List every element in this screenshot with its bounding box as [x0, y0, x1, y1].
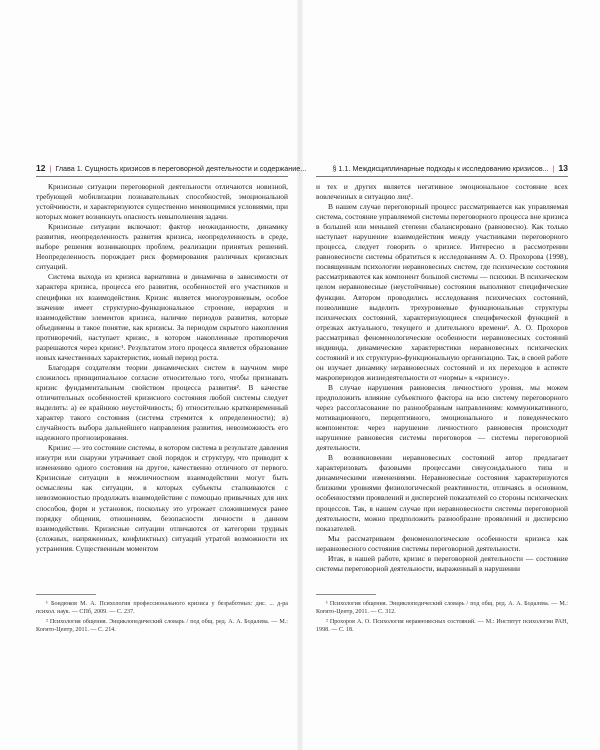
right-footnote: ¹ Психология общения. Энциклопедический словарь / под общ. ред. А. А. Бодалева. — М.: Когито-Центр, 2011. — С. 312. — [316, 601, 568, 616]
right-footnote: ² Прохоров А. О. Психология неравновесных состояний. — М.: Институт психологии РАН, 1998. — С. 18. — [316, 618, 568, 634]
left-footnote: ¹ Бондюков М. А. Психология профессионального кризиса у безработных: дис. ... д-ра психол. наук. — СПб, 2009. — С. 237. — [36, 601, 288, 616]
left-paragraph: Система выхода из кризиса вариативна и динамична в зависимости от характера кризиса, процесса его развития, особенностей его участников и специфики их взаимодействия. Кризис является многоуровневым, особое значение имеет структурно-функциональное строение, иерархия и взаимодействие элементов кризиса, наличие периодов развития, которые объединены в такое понятие, как кризисы. За периодом скрытого накопления противоречий, наступает кризис, в котором накопленные противоречия разрешаются через кризис¹. Результатом этого процесса является образование новых качественных характеристик, новый период роста. — [36, 272, 288, 362]
right-footnotes — [316, 600, 568, 636]
book-gutter — [297, 0, 303, 750]
left-page-body — [36, 182, 288, 554]
right-paragraph: Итак, в нашей работе, кризис в переговорной деятельности — состояние системы переговорной деятельности, выраженный в нарушении — [316, 553, 568, 573]
right-footnote-rule — [316, 594, 376, 595]
right-page-number: 13 — [558, 163, 568, 173]
left-paragraph: Кризисные ситуации переговорной деятельности отличаются новизной, требующей мобилизации познавательных способностей, эмоциональной устойчивости, и характеризуются существенно меняющимися условиями, при которых может возникнуть опасность невыполнения задачи. — [36, 182, 288, 222]
right-paragraph: В возникновении неравновесных состояний автор предлагает характеризовать фазовыми процессами синусоидального типа и динамическими изменениями. Неравновесные состояния характеризуются близкими уровнями физиологической реактивности, отличаясь в основном, особенностями проявлений и дисперсией показателей со стороны психических процессов. Так, в нашем случае при неравновесности системы переговорной деятельности, можно предположить разнообразие проявлений и дисперсию показателей. — [316, 453, 568, 533]
right-running-head — [316, 163, 568, 173]
right-head-separator: | — [552, 164, 555, 173]
left-running-head — [36, 163, 307, 173]
right-paragraph: Мы рассматриваем феноменологические особенности кризиса как неравновесного состояния системы переговорной деятельности. — [316, 533, 568, 553]
left-footnote: ² Психология общения. Энциклопедический словарь / под общ. ред. А. А. Бодалева. — М.: Когито-Центр, 2011. — С. 214. — [36, 618, 288, 634]
right-header-rule — [316, 176, 568, 177]
right-page-body — [316, 182, 568, 574]
left-paragraph: Кризисные ситуации включают: фактор неожиданности, динамику развития, неопределенность развития кризиса, неопределенность в среде, выборе решения возникающих проблем, реализации принятых решений. Неопределенность порождает риск формирования различных кризисных ситуаций. — [36, 222, 288, 272]
left-running-head-text: Глава 1. Сущность кризисов в переговорной деятельности и содержание... — [55, 164, 307, 173]
left-header-rule — [36, 176, 288, 177]
left-paragraph: Кризис — это состояние системы, в котором система в результате давления изнутри или снаружи утрачивает свой порядок и структуру, что приводит к изменению одного состояния на другое, качественно отличного от первого. Кризисные ситуации в межличностном взаимодействии могут быть осмыслены как ситуации, в которых субъекты сталкиваются с невозможностью продолжать взаимодействие с помощью привычных для них способов, форм и установок, поскольку это угрожает сложившемуся ранее порядку общения, отношениям, безопасности личности в данном взаимодействии. Кризисные ситуации отличаются от категории трудных (сложных, напряженных, конфликтных) ситуаций утратой возможности их устранения. Существенным моментом — [36, 443, 288, 553]
left-page-number: 12 — [36, 163, 46, 173]
left-footnotes — [36, 600, 288, 636]
right-paragraph: В нашем случае переговорный процесс рассматривается как управляемая система, состояние управляемой системы переговорного процесса вне кризиса в большей или меньшей степени сбалансировано (равновесно). Как только наступает нарушение взаимодействия между участниками переговорного процесса, следует говорить о кризисе. Интересно в рассмотрении равновесности системы обратиться к исследованиям А. О. Прохорова (1998), посвященным психологии неравновесных систем, где психические состояния рассматриваются как компонент большой системы — психики. В психическом целом неравновесные (неустойчивые) состояния выполняют специфические функции. Автором проводились исследования психических состояний, позволившие выделить трехуровневые функциональные структуры психических состояний, характеризующиеся специфической функцией в отрезках актуального, текущего и длительного времени². А. О. Прохоров рассматривал феноменологические особенности неравновесных состояний индивида, динамические характеристики неравновесных психических состояний и их структурно-функциональную организацию. Так, в своей работе он изучает динамику неравновесных состояний и их переходов в аспекте макропериодов жизнедеятельности от «нормы» к «кризису». — [316, 202, 568, 382]
left-paragraph: Благодаря создателям теории динамических систем в научном мире сложилось принципиальное согласие относительно того, чтобы признавать кризис фундаментальным свойством процесса развития². В качестве отличительных особенностей кризисного состояния любой системы следует выделить: а) ее крайнюю неустойчивость; б) относительно кратковременный характер такого состояния (система стремится к определенности); в) случайность выбора дальнейшего направления развития, невозможность его надежного прогнозирования. — [36, 362, 288, 443]
left-footnote-rule — [36, 594, 96, 595]
right-paragraph: и тех и других является негативное эмоциональное состояние всех вовлеченных в ситуацию лиц¹. — [316, 182, 568, 202]
right-paragraph: В случае нарушения равновесия личностного уровня, мы можем предположить влияние субъектного фактора на всю систему переговорного через рассогласование по разнообразным направлениям: коммуникативного, мотивационного, перцептивного, эмоционального и поведенческого компонентов: через нарушение личностного равновесия происходит нарушение равновесия системы переговоров — системы переговорной деятельности. — [316, 382, 568, 453]
right-running-head-text: § 1.1. Междисциплинарные подходы к исследованию кризисов... — [332, 164, 549, 173]
left-head-separator: | — [49, 164, 52, 173]
